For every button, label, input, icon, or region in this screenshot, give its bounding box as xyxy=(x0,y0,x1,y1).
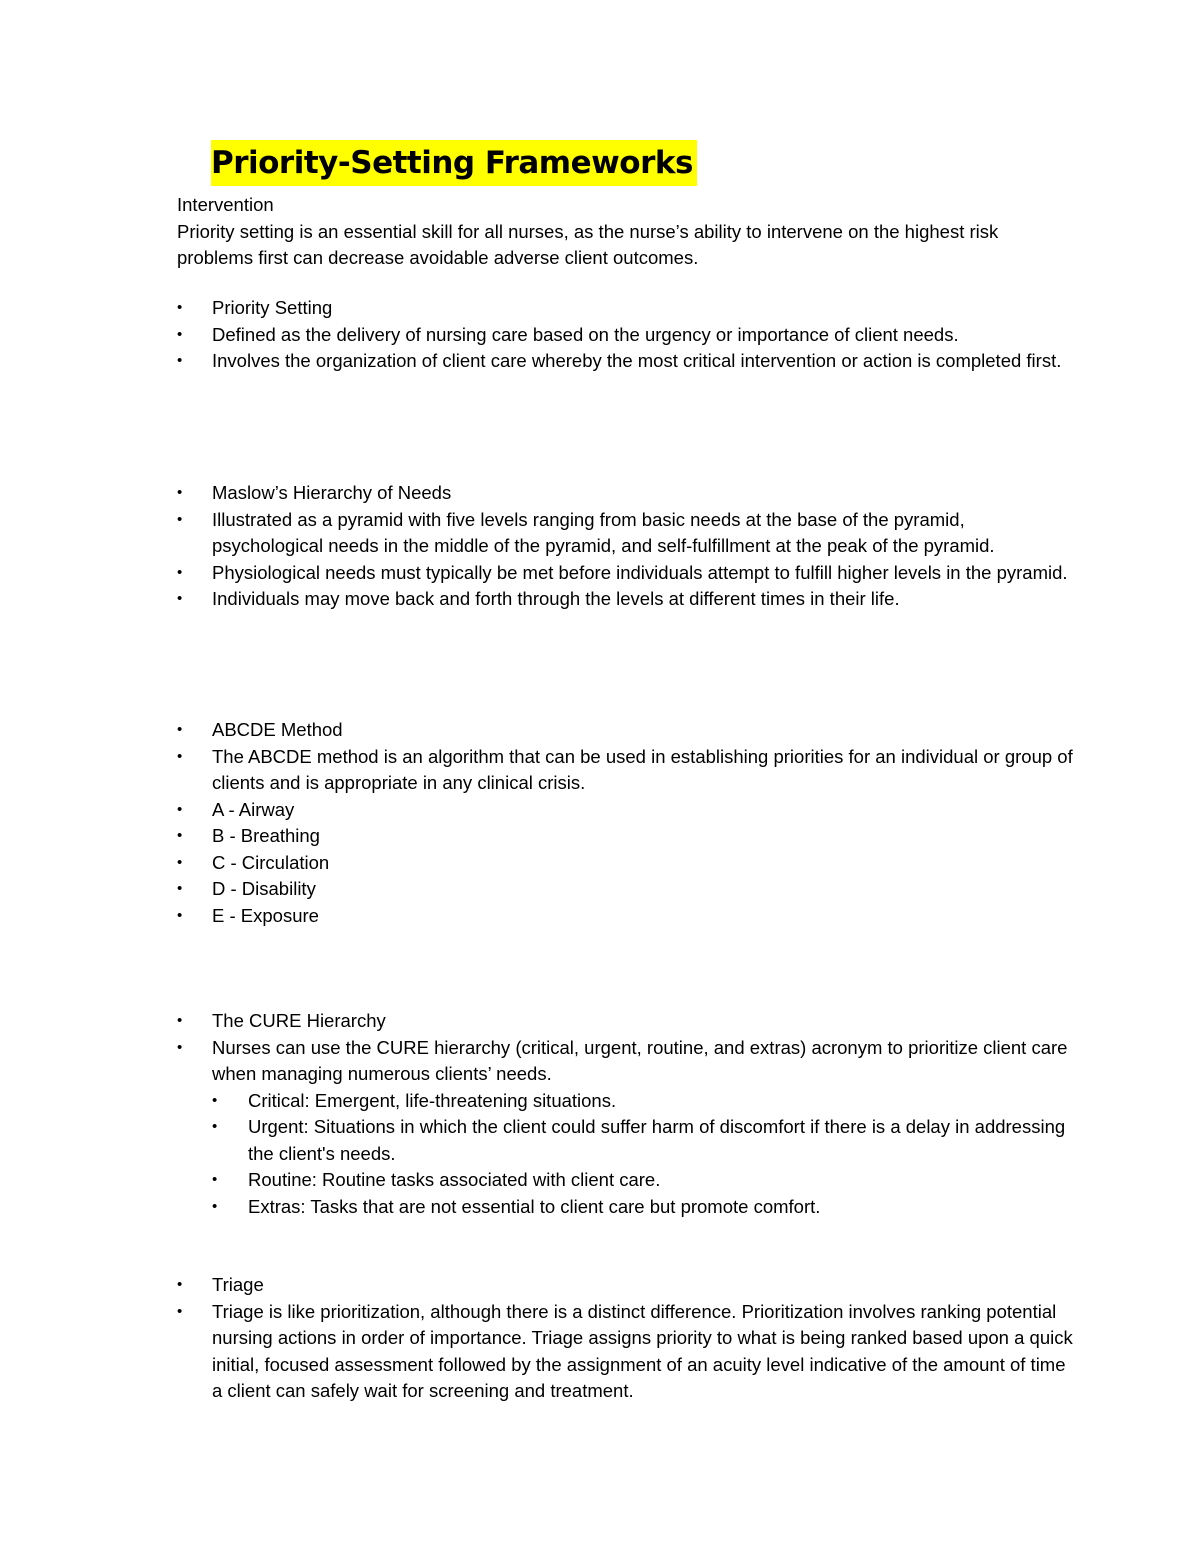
bullet-list xyxy=(177,717,1077,929)
title-container xyxy=(211,140,697,186)
sub-bullet-list xyxy=(212,1088,1077,1221)
section-abcde xyxy=(177,717,1077,929)
section-maslow xyxy=(177,480,1077,613)
list-item: • Individuals may move back and forth through the levels at different times in their life. xyxy=(177,586,1077,613)
list-item: • Nurses can use the CURE hierarchy (critical, urgent, routine, and extras) acronym to prioritize client care when managing numerous clients’ needs. xyxy=(177,1035,1077,1088)
bullet-list xyxy=(177,480,1077,613)
bullet-list xyxy=(177,1272,1077,1405)
list-item: • Triage is like prioritization, although there is a distinct difference. Prioritization involves ranking potential nursing actions in order of importance. Triage assigns priority to what is being ranked based upon a quick initial, focused assessment followed by the assignment of an acuity level indicative of the amount of time a client can safely wait for screening and treatment. xyxy=(177,1299,1077,1405)
list-item: • E - Exposure xyxy=(177,903,1077,930)
list-item: • ABCDE Method xyxy=(177,717,1077,744)
list-item: • The ABCDE method is an algorithm that can be used in establishing priorities for an individual or group of clients and is appropriate in any clinical crisis. xyxy=(177,744,1077,797)
bullet-list xyxy=(177,295,1077,375)
list-item: • Illustrated as a pyramid with five levels ranging from basic needs at the base of the pyramid, psychological needs in the middle of the pyramid, and self-fulfillment at the peak of the pyramid. xyxy=(177,507,1077,560)
list-item: • The CURE Hierarchy xyxy=(177,1008,1077,1035)
section-triage xyxy=(177,1272,1077,1405)
section-priority-setting xyxy=(177,295,1077,375)
list-item: • B - Breathing xyxy=(177,823,1077,850)
sub-list-item: • Critical: Emergent, life-threatening situations. xyxy=(212,1088,1077,1115)
list-item: • Involves the organization of client care whereby the most critical intervention or action is completed first. xyxy=(177,348,1077,375)
list-item: • Priority Setting xyxy=(177,295,1077,322)
list-item: • Physiological needs must typically be met before individuals attempt to fulfill higher levels in the pyramid. xyxy=(177,560,1077,587)
list-item: • A - Airway xyxy=(177,797,1077,824)
list-item: • D - Disability xyxy=(177,876,1077,903)
list-item: • Defined as the delivery of nursing care based on the urgency or importance of client needs. xyxy=(177,322,1077,349)
list-item: • C - Circulation xyxy=(177,850,1077,877)
section-cure xyxy=(177,1008,1077,1220)
section-heading: Intervention xyxy=(177,194,274,215)
sub-list-item: • Extras: Tasks that are not essential to client care but promote comfort. xyxy=(212,1194,1077,1221)
list-item: • Triage xyxy=(177,1272,1077,1299)
sub-list-item: • Urgent: Situations in which the client could suffer harm of discomfort if there is a delay in addressing the client's needs. xyxy=(212,1114,1077,1167)
bullet-list xyxy=(177,1008,1077,1088)
sub-list-item: • Routine: Routine tasks associated with client care. xyxy=(212,1167,1077,1194)
list-item: • Maslow’s Hierarchy of Needs xyxy=(177,480,1077,507)
intro-paragraph: Priority setting is an essential skill for all nurses, as the nurse’s ability to intervene on the highest risk problems first can decrease avoidable adverse client outcomes. xyxy=(177,220,999,268)
document-title: Priority-Setting Frameworks xyxy=(211,140,697,186)
intro-block xyxy=(177,192,1077,272)
